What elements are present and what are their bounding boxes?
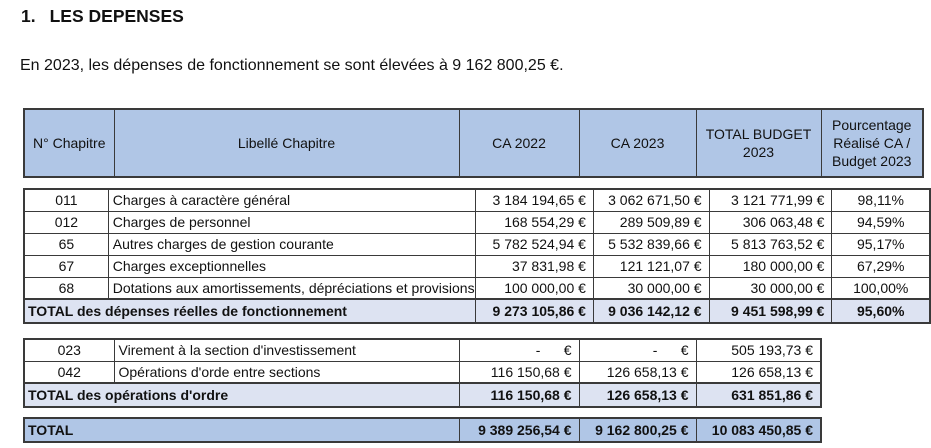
subtotal-ca2022: 116 150,68 €: [459, 383, 579, 407]
chapter-cell: 65: [24, 233, 108, 255]
amount-cell-ca2022: 168 554,29 €: [475, 211, 593, 233]
subtotal-ca2023: 9 036 142,12 €: [593, 299, 709, 323]
amount-cell-ca2023: 5 532 839,66 €: [593, 233, 709, 255]
label-cell: Virement à la section d'investissement: [114, 339, 459, 361]
percent-cell: 95,17%: [832, 233, 930, 255]
subtotal-label: TOTAL des opérations d'ordre: [24, 383, 459, 407]
table-row: [24, 211, 930, 233]
subtotal-percent: 95,60%: [832, 299, 930, 323]
subtotal-label: TOTAL des dépenses réelles de fonctionnement: [24, 299, 475, 323]
subtotal-row-ordre: [24, 383, 821, 407]
budget-table-header: [23, 108, 924, 178]
column-header-ca2023: CA 2023: [579, 109, 696, 177]
amount-cell-ca2022: - €: [459, 339, 579, 361]
grand-total-block: [23, 417, 822, 443]
section-ordre: [23, 338, 822, 408]
amount-cell-budget: 126 658,13 €: [696, 361, 821, 383]
amount-cell-ca2023: 289 509,89 €: [593, 211, 709, 233]
amount-cell-ca2023: 126 658,13 €: [579, 361, 696, 383]
amount-cell-ca2022: 116 150,68 €: [459, 361, 579, 383]
column-header-pourcentage: Pourcentage Réalisé CA / Budget 2023: [821, 109, 923, 177]
chapter-cell: 012: [24, 211, 108, 233]
amount-cell-budget: 3 121 771,99 €: [709, 189, 832, 211]
subtotal-budget: 9 451 598,99 €: [709, 299, 832, 323]
percent-cell: 94,59%: [832, 211, 930, 233]
column-header-budget: TOTAL BUDGET 2023: [696, 109, 821, 177]
amount-cell-ca2023: 3 062 671,50 €: [593, 189, 709, 211]
table-row: [24, 233, 930, 255]
section-fonctionnement: [23, 188, 931, 324]
subtotal-ca2023: 126 658,13 €: [579, 383, 696, 407]
amount-cell-ca2022: 100 000,00 €: [475, 277, 593, 299]
percent-cell: 67,29%: [832, 255, 930, 277]
label-cell: Charges de personnel: [108, 211, 475, 233]
page-title-text: LES DEPENSES: [49, 6, 184, 26]
table-row: [24, 361, 821, 383]
subtotal-row-fonctionnement: [24, 299, 930, 323]
percent-cell: 100,00%: [832, 277, 930, 299]
label-cell: Opérations d'orde entre sections: [114, 361, 459, 383]
chapter-cell: 042: [24, 361, 114, 383]
amount-cell-budget: 30 000,00 €: [709, 277, 832, 299]
amount-cell-ca2023: - €: [579, 339, 696, 361]
amount-cell-ca2022: 37 831,98 €: [475, 255, 593, 277]
label-cell: Charges à caractère général: [108, 189, 475, 211]
intro-paragraph: En 2023, les dépenses de fonctionnement se sont élevées à 9 162 800,25 €.: [20, 57, 564, 74]
grand-total-row: [24, 418, 821, 442]
subtotal-budget: 631 851,86 €: [696, 383, 821, 407]
table-row: [24, 277, 930, 299]
amount-cell-ca2022: 3 184 194,65 €: [475, 189, 593, 211]
amount-cell-budget: 306 063,48 €: [709, 211, 832, 233]
column-header-libelle: Libellé Chapitre: [114, 109, 459, 177]
column-header-ca2022: CA 2022: [459, 109, 579, 177]
page-title-number: 1.: [21, 6, 36, 26]
label-cell: Charges exceptionnelles: [108, 255, 475, 277]
label-cell: Autres charges de gestion courante: [108, 233, 475, 255]
amount-cell-ca2022: 5 782 524,94 €: [475, 233, 593, 255]
percent-cell: 98,11%: [832, 189, 930, 211]
label-cell: Dotations aux amortissements, dépréciations et provisions: [108, 277, 475, 299]
table-row: [24, 255, 930, 277]
chapter-cell: 011: [24, 189, 108, 211]
amount-cell-ca2023: 121 121,07 €: [593, 255, 709, 277]
chapter-cell: 67: [24, 255, 108, 277]
amount-cell-budget: 5 813 763,52 €: [709, 233, 832, 255]
grand-total-budget: 10 083 450,85 €: [696, 418, 821, 442]
budget-table: [23, 108, 931, 443]
grand-total-ca2022: 9 389 256,54 €: [459, 418, 579, 442]
amount-cell-budget: 505 193,73 €: [696, 339, 821, 361]
page-title: [21, 6, 184, 27]
subtotal-ca2022: 9 273 105,86 €: [475, 299, 593, 323]
column-header-chapitre: N° Chapitre: [24, 109, 114, 177]
grand-total-label: TOTAL: [24, 418, 459, 442]
amount-cell-ca2023: 30 000,00 €: [593, 277, 709, 299]
chapter-cell: 68: [24, 277, 108, 299]
amount-cell-budget: 180 000,00 €: [709, 255, 832, 277]
table-row: [24, 189, 930, 211]
chapter-cell: 023: [24, 339, 114, 361]
table-row: [24, 339, 821, 361]
grand-total-ca2023: 9 162 800,25 €: [579, 418, 696, 442]
